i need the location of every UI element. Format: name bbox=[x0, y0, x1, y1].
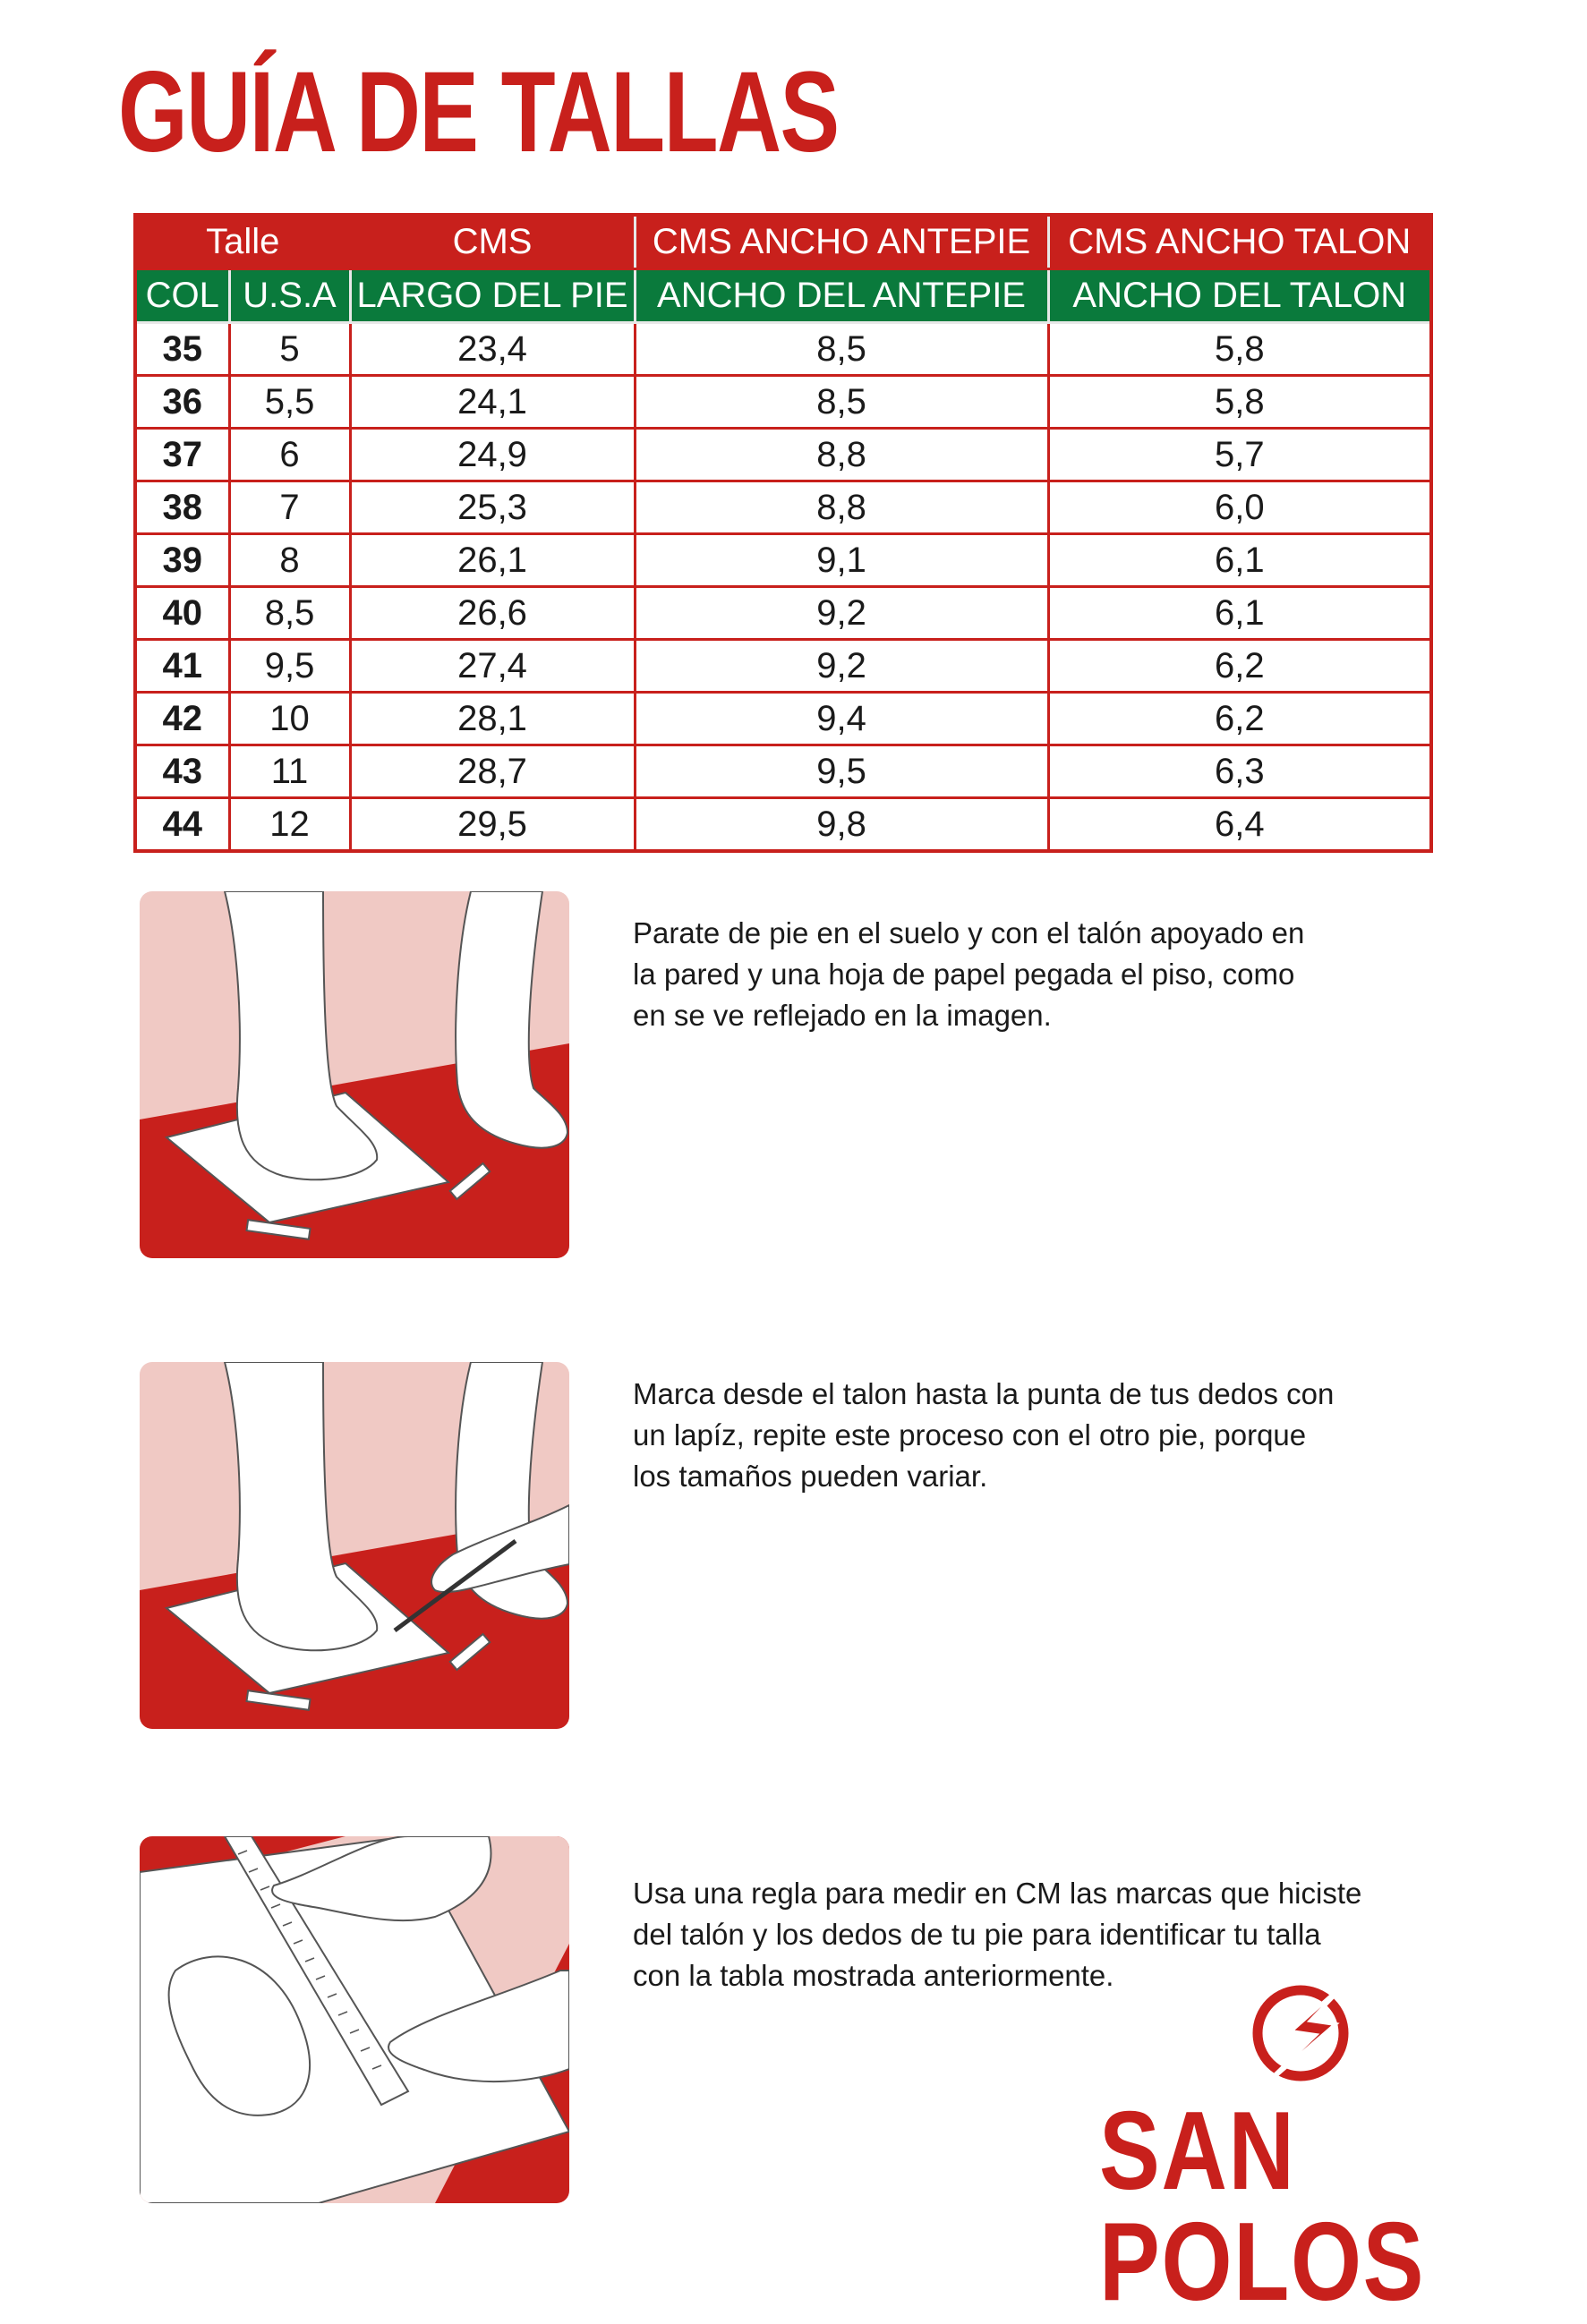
cell-usa: 12 bbox=[229, 798, 350, 852]
table-header-top bbox=[135, 215, 1431, 269]
step-2-line: los tamaños pueden variar. bbox=[633, 1460, 988, 1493]
step-2-line: Marca desde el talon hasta la punta de tus dedos con bbox=[633, 1377, 1335, 1410]
table-row bbox=[135, 481, 1431, 534]
brand-name: SAN POLOS bbox=[1099, 2090, 1426, 2324]
header-largo-del-pie: LARGO DEL PIE bbox=[350, 269, 635, 323]
cell-col: 43 bbox=[135, 745, 229, 798]
cell-usa: 9,5 bbox=[229, 640, 350, 693]
cell-largo: 26,1 bbox=[350, 534, 635, 587]
cell-usa: 5 bbox=[229, 323, 350, 376]
cell-largo: 25,3 bbox=[350, 481, 635, 534]
header-col: COL bbox=[135, 269, 229, 323]
cell-col: 36 bbox=[135, 376, 229, 429]
header-talle: Talle bbox=[135, 215, 350, 269]
cell-largo: 23,4 bbox=[350, 323, 635, 376]
page-title: GUÍA DE TALLAS bbox=[118, 48, 839, 176]
cell-col: 40 bbox=[135, 587, 229, 640]
cell-largo: 24,1 bbox=[350, 376, 635, 429]
step-3-line: Usa una regla para medir en CM las marcas que hiciste bbox=[633, 1877, 1362, 1910]
cell-col: 39 bbox=[135, 534, 229, 587]
step-1-illustration bbox=[140, 891, 569, 1258]
size-table bbox=[133, 213, 1433, 853]
header-usa: U.S.A bbox=[229, 269, 350, 323]
cell-col: 38 bbox=[135, 481, 229, 534]
table-row bbox=[135, 323, 1431, 376]
table-row bbox=[135, 587, 1431, 640]
cell-largo: 24,9 bbox=[350, 429, 635, 481]
table-row bbox=[135, 745, 1431, 798]
cell-usa: 7 bbox=[229, 481, 350, 534]
cell-col: 41 bbox=[135, 640, 229, 693]
cell-antepie: 8,8 bbox=[635, 429, 1048, 481]
step-3-line: con la tabla mostrada anteriormente. bbox=[633, 1959, 1114, 1992]
cell-talon: 5,8 bbox=[1048, 376, 1431, 429]
table-row bbox=[135, 693, 1431, 745]
cell-talon: 5,7 bbox=[1048, 429, 1431, 481]
header-cms-ancho-talon: CMS ANCHO TALON bbox=[1048, 215, 1431, 269]
cell-talon: 6,4 bbox=[1048, 798, 1431, 852]
table-row bbox=[135, 798, 1431, 852]
step-1-line: la pared y una hoja de papel pegada el piso, como bbox=[633, 958, 1295, 991]
cell-talon: 6,2 bbox=[1048, 640, 1431, 693]
cell-usa: 5,5 bbox=[229, 376, 350, 429]
step-1-text bbox=[633, 913, 1421, 1036]
step-1-line: Parate de pie en el suelo y con el talón apoyado en bbox=[633, 916, 1305, 949]
table-row bbox=[135, 376, 1431, 429]
cell-talon: 6,1 bbox=[1048, 534, 1431, 587]
step-3-line: del talón y los dedos de tu pie para identificar tu talla bbox=[633, 1918, 1321, 1951]
cell-talon: 6,2 bbox=[1048, 693, 1431, 745]
cell-antepie: 9,2 bbox=[635, 587, 1048, 640]
cell-largo: 27,4 bbox=[350, 640, 635, 693]
cell-usa: 8 bbox=[229, 534, 350, 587]
cell-talon: 6,3 bbox=[1048, 745, 1431, 798]
cell-largo: 28,1 bbox=[350, 693, 635, 745]
cell-antepie: 9,8 bbox=[635, 798, 1048, 852]
cell-antepie: 8,8 bbox=[635, 481, 1048, 534]
header-cms-ancho-antepie: CMS ANCHO ANTEPIE bbox=[635, 215, 1048, 269]
cell-usa: 11 bbox=[229, 745, 350, 798]
cell-usa: 6 bbox=[229, 429, 350, 481]
step-1-line: en se ve reflejado en la imagen. bbox=[633, 999, 1052, 1032]
table-row bbox=[135, 640, 1431, 693]
header-cms: CMS bbox=[350, 215, 635, 269]
cell-antepie: 8,5 bbox=[635, 376, 1048, 429]
cell-largo: 28,7 bbox=[350, 745, 635, 798]
step-2-text bbox=[633, 1374, 1421, 1497]
cell-usa: 10 bbox=[229, 693, 350, 745]
table-header-sub bbox=[135, 269, 1431, 323]
cell-antepie: 8,5 bbox=[635, 323, 1048, 376]
cell-col: 42 bbox=[135, 693, 229, 745]
cell-talon: 6,0 bbox=[1048, 481, 1431, 534]
lightning-bolt-icon bbox=[1255, 1976, 1353, 2094]
step-2-line: un lapíz, repite este proceso con el otro pie, porque bbox=[633, 1418, 1307, 1451]
cell-antepie: 9,1 bbox=[635, 534, 1048, 587]
cell-antepie: 9,2 bbox=[635, 640, 1048, 693]
cell-antepie: 9,4 bbox=[635, 693, 1048, 745]
table-row bbox=[135, 534, 1431, 587]
cell-antepie: 9,5 bbox=[635, 745, 1048, 798]
cell-talon: 5,8 bbox=[1048, 323, 1431, 376]
step-2-illustration bbox=[140, 1362, 569, 1729]
table-row bbox=[135, 429, 1431, 481]
header-ancho-del-talon: ANCHO DEL TALON bbox=[1048, 269, 1431, 323]
step-3-illustration bbox=[140, 1836, 569, 2203]
cell-talon: 6,1 bbox=[1048, 587, 1431, 640]
cell-largo: 29,5 bbox=[350, 798, 635, 852]
header-ancho-del-antepie: ANCHO DEL ANTEPIE bbox=[635, 269, 1048, 323]
cell-col: 35 bbox=[135, 323, 229, 376]
cell-largo: 26,6 bbox=[350, 587, 635, 640]
cell-col: 37 bbox=[135, 429, 229, 481]
cell-col: 44 bbox=[135, 798, 229, 852]
cell-usa: 8,5 bbox=[229, 587, 350, 640]
